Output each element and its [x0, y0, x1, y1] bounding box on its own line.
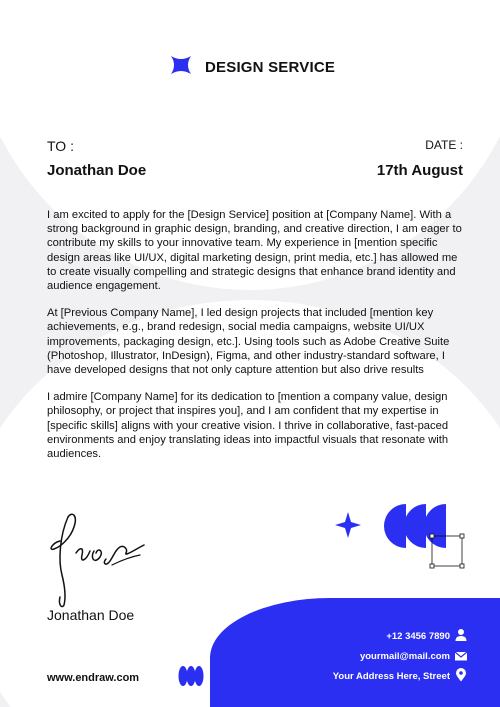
body-paragraph-1: I am excited to apply for the [Design Service] position at [Company Name]. With a strong background in graphic design, branding, and creative direction, I am eager to contribute my skills to your innovative team. My experience in [mention specific design areas like UI/UX, digital marketing design, print media, etc.] has allowed me to create visually compelling and strategic designs that enhance brand identity and audience engagement. — [47, 209, 462, 293]
x-blob-icon — [168, 52, 194, 78]
footer-logo-mark-icon — [178, 665, 204, 687]
header — [0, 52, 500, 84]
handwritten-signature — [40, 505, 150, 610]
mail-icon — [454, 649, 468, 663]
body-paragraph-2: At [Previous Company Name], I led design projects that included [mention key achievements, e.g., brand redesign, social media campaigns, website UI/UX improvements, packaging design, etc.]. Using tools such as Adobe Creative Suite (Photoshop, Illustrator, InDesign), Figma, and other industry-standard software, I have developed designs that not only capture attention but also drive results — [47, 307, 450, 377]
website-link[interactable]: www.endraw.com — [47, 672, 140, 684]
to-label: TO : — [47, 138, 74, 154]
contact-address: Your Address Here, Street — [332, 670, 450, 682]
recipient-name: Jonathan Doe — [47, 162, 147, 179]
date-value: 17th August — [376, 162, 463, 179]
location-pin-icon — [454, 668, 468, 682]
sparkle-icon — [335, 512, 361, 538]
body-paragraph-3: I admire [Company Name] for its dedication to [mention a company value, design philosophy, or project that inspires you], and I am confident that my expertise in [specific skills] aligns with your creative vision. I thrive in collaborative, fast-paced environments and enjoy translating ideas into impactful visuals that resonate with audiences. — [47, 391, 449, 461]
brand-title: DESIGN SERVICE — [205, 59, 336, 76]
signature-name: Jonathan Doe — [47, 607, 135, 623]
decorative-shapes — [330, 498, 470, 573]
user-icon — [454, 628, 468, 642]
date-label: DATE : — [425, 138, 463, 152]
contact-phone[interactable]: +12 3456 7890 — [386, 630, 450, 642]
contact-email[interactable]: yourmail@mail.com — [359, 650, 450, 662]
letter-body — [47, 208, 467, 474]
